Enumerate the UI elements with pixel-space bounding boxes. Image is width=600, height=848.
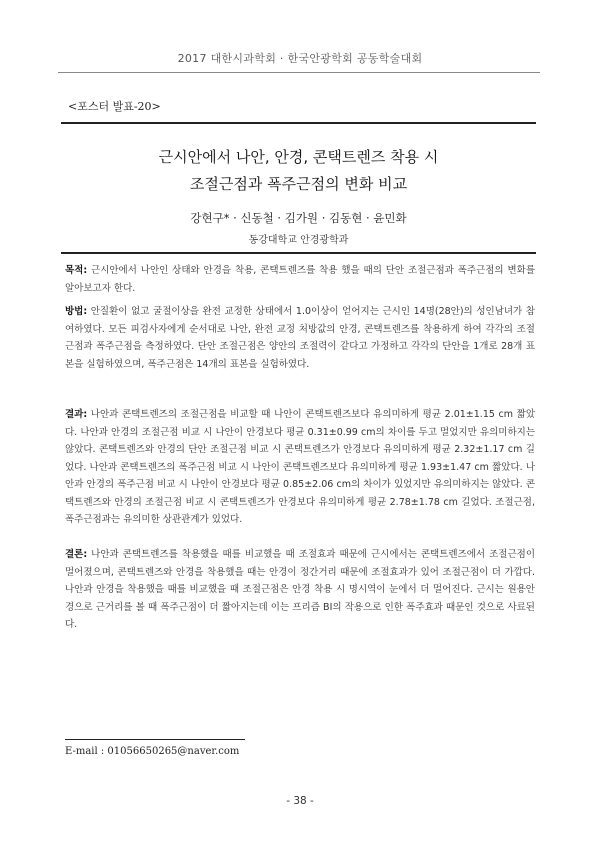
affiliation: 동강대학교 안경광학과	[248, 235, 349, 246]
result-text: 나안과 콘택트렌즈의 조절근점을 비교할 때 나안이 콘택트렌즈보다 유의미하게 평균 2.01±1.15 cm 짧았다. 나안과 안경의 조절근점 비교 시 나안이 안경보다 평균 0.31±0.99 cm의 차이를 두고 멀었지만 유의미하지는 않았다. 콘택트렌즈와 안경의 단안 조절근점 비교 시 콘택트렌즈가 안경보다 유의미하게 평균 2.32±1.17 cm 길었다. 나안과 콘택트렌즈의 폭주근점 비교 시 나안이 콘택트렌즈보다 유의미하게 평균 1.93±1.47 cm 짧았다. 나안과 안경의 폭주근점 비교 시 나안이 안경보다 평균 0.85±2.06 cm의 차이가 있었지만 유의미하지는 않았다. 콘택트렌즈와 안경의 조절근점 비교 시 콘택트렌즈가 안경보다 유의미하게 평균 2.78±1.78 cm 길었다. 조절근점, 폭주근점과는 유의미한 상관관계가 있었다.	[65, 409, 535, 525]
title-line-1: 근시안에서 나안, 안경, 콘택트렌즈 착용 시	[158, 148, 439, 166]
conference-header: 2017 대한시과학회 · 한국안광학회 공동학술대회	[177, 52, 423, 65]
conclusion-text: 나안과 콘택트렌즈를 착용했을 때를 비교했을 때 조절효과 때문에 근시에서는 콘택트렌즈에서 조절근점이 멀어졌으며, 콘택트렌즈와 안경을 착용했을 때는 안경이 정간거리 때문에 조절효과가 있어 조절근점이 더 가깝다. 나안과 안경을 착용했을 때를 비교했을 때 조절근점은 안경 착용 시 명시역이 눈에서 더 멀어진다. 근시는 원용안경으로 근거리를 볼 때 폭주근점이 더 짧아지는데 이는 프리즘 BI의 작용으로 인한 폭주효과 때문인 것으로 사료된다.	[65, 549, 535, 630]
section-conclusion	[65, 546, 535, 634]
author-email: E-mail : 01056650265@naver.com	[65, 746, 240, 757]
author-list: 강현구* · 신동철 · 김가원 · 김동현 · 윤민화	[190, 211, 407, 225]
header-divider	[58, 72, 540, 73]
method-text: 안질환이 없고 굴절이상을 완전 교정한 상태에서 1.0이상이 얻어지는 근시인 14명(28안)의 성인남녀가 참여하였다. 모든 피검사자에게 순서대로 나안, 완전 교정 처방값의 안경, 콘택트렌즈를 착용하게 하여 각각의 조절근점과 폭주근점을 측정하였다. 단안 조절근점은 양안의 조절력이 같다고 가정하고 각각의 단안을 1개로 28개 표본을 실험하였으며, 폭주근점은 14개의 표본을 실험하였다.	[65, 306, 535, 370]
title-line-2: 조절근점과 폭주근점의 변화 비교	[189, 175, 408, 193]
result-heading: 결과:	[65, 409, 88, 420]
section-result	[65, 406, 535, 529]
section-purpose	[65, 262, 535, 297]
footnote-divider	[65, 739, 245, 740]
poster-label: <포스터 발표-20>	[68, 100, 161, 113]
section-method	[65, 303, 535, 373]
paper-title	[61, 144, 536, 198]
page-number: - 38 -	[286, 795, 314, 807]
conclusion-heading: 결론:	[65, 549, 88, 560]
purpose-text: 근시안에서 나안인 상태와 안경을 착용, 콘택트렌즈를 착용 했을 때의 단안 조절근점과 폭주근점의 변화를 알아보고자 한다.	[65, 265, 535, 294]
method-heading: 방법:	[65, 306, 88, 317]
purpose-heading: 목적:	[65, 265, 88, 276]
